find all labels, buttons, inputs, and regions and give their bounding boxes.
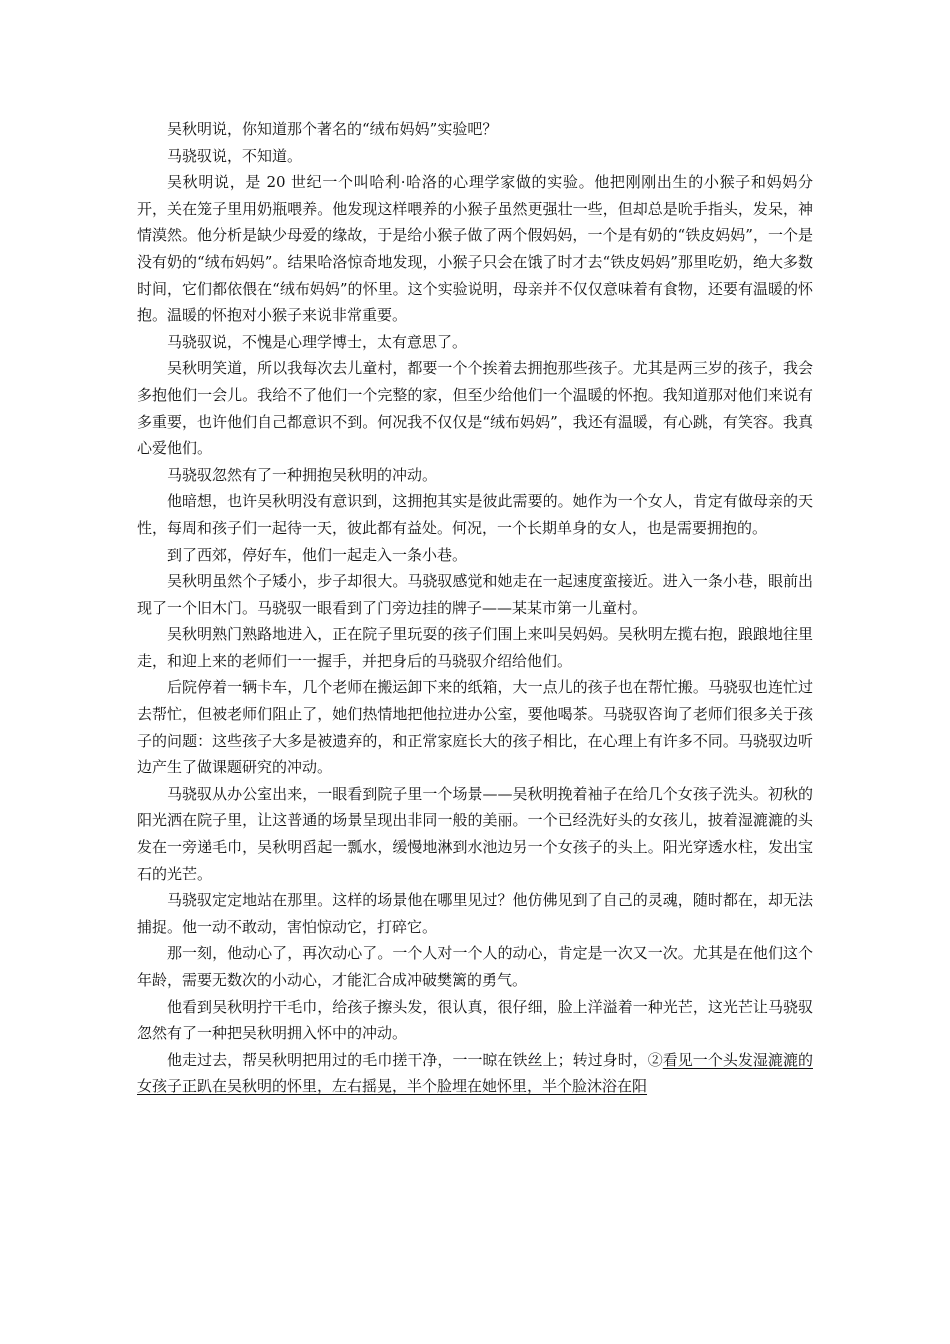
paragraph: 马骁驭定定地站在那里。这样的场景他在哪里见过？他仿佛见到了自己的灵魂，随时都在，却无法捕捉。他一动不敢动，害怕惊动它，打碎它。: [137, 891, 813, 936]
paragraph: 吴秋明笑道，所以我每次去儿童村，都要一个个挨着去拥抱那些孩子。尤其是两三岁的孩子，我会多抱他们一会儿。我给不了他们一个完整的家，但至少给他们一个温暖的怀抱。我知道那对他们来说有多重要，也许他们自己都意识不到。何况我不仅仅是“绒布妈妈”，我还有温暖，有心跳，有笑容。我真心爱他们。: [137, 359, 813, 458]
paragraph-text: 他走过去，帮吴秋明把用过的毛巾搓干净，一一晾在铁丝上；转过身时，②: [167, 1050, 663, 1069]
paragraph: 那一刻，他动心了，再次动心了。一个人对一个人的动心，肯定是一次又一次。尤其是在他们这个年龄，需要无数次的小动心，才能汇合成冲破樊篱的勇气。: [137, 944, 813, 989]
paragraph: 吴秋明说，你知道那个著名的“绒布妈妈”实验吧？: [167, 120, 498, 138]
paragraph: 吴秋明虽然个子矮小，步子却很大。马骁驭感觉和她走在一起速度蛮接近。进入一条小巷，眼前出现了一个旧木门。马骁驭一眼看到了门旁边挂的牌子——某某市第一儿童村。: [137, 572, 813, 617]
paragraph: 他看到吴秋明拧干毛巾，给孩子擦头发，很认真，很仔细，脸上洋溢着一种光芒，这光芒让马骁驭忽然有了一种把吴秋明拥入怀中的冲动。: [137, 997, 813, 1043]
paragraph: 马骁驭说，不知道。: [167, 146, 303, 165]
document-page: [137, 116, 813, 1100]
paragraph-last: [137, 1047, 813, 1100]
underlined-question-passage: 看见一个头发湿漉漉的女孩子正趴在吴秋明的怀里，左右摇晃，半个脸埋在她怀里，半个脸沐浴在阳: [137, 1050, 813, 1096]
paragraph: 吴秋明熟门熟路地进入，正在院子里玩耍的孩子们围上来叫吴妈妈。吴秋明左揽右抱，踉踉地往里走，和迎上来的老师们一一握手，并把身后的马骁驭介绍给他们。: [137, 625, 813, 670]
paragraph: 后院停着一辆卡车，几个老师在搬运卸下来的纸箱，大一点儿的孩子也在帮忙搬。马骁驭也连忙过去帮忙，但被老师们阻止了，她们热情地把他拉进办公室，要他喝茶。马骁驭咨询了老师们很多关于孩子的问题：这些孩子大多是被遗弃的，和正常家庭长大的孩子相比，在心理上有许多不同。马骁驭边听边产生了做课题研究的冲动。: [137, 678, 813, 777]
paragraph: 他暗想，也许吴秋明没有意识到，这拥抱其实是彼此需要的。她作为一个女人，肯定有做母亲的天性，每周和孩子们一起待一天，彼此都有益处。何况，一个长期单身的女人，也是需要拥抱的。: [137, 492, 813, 537]
paragraph: 马骁驭从办公室出来，一眼看到院子里一个场景——吴秋明挽着袖子在给几个女孩子洗头。初秋的阳光洒在院子里，让这普通的场景呈现出非同一般的美丽。一个已经洗好头的女孩儿，披着湿漉漉的头发在一旁递毛巾，吴秋明舀起一瓢水，缓慢地淋到水池边另一个女孩子的头上。阳光穿透水柱，发出宝石的光芒。: [137, 784, 813, 883]
paragraph: 马骁驭忽然有了一种拥抱吴秋明的冲动。: [167, 465, 438, 484]
paragraph: 到了西郊，停好车，他们一起走入一条小巷。: [167, 545, 468, 564]
paragraph: 吴秋明说，是 20 世纪一个叫哈利·哈洛的心理学家做的实验。他把刚刚出生的小猴子和妈妈分开，关在笼子里用奶瓶喂养。他发现这样喂养的小猴子虽然更强壮一些，但却总是吮手指头，发呆，神情漠然。他分析是缺少母爱的缘故，于是给小猴子做了两个假妈妈，一个是有奶的“铁皮妈妈”，一个是没有奶的“绒布妈妈”。结果哈洛惊奇地发现，小猴子只会在饿了时才去“铁皮妈妈”那里吃奶，绝大多数时间，它们都依偎在“绒布妈妈”的怀里。这个实验说明，母亲并不仅仅意味着有食物，还要有温暖的怀抱。温暖的怀抱对小猴子来说非常重要。: [137, 173, 813, 325]
paragraph: 马骁驭说，不愧是心理学博士，太有意思了。: [167, 332, 468, 351]
